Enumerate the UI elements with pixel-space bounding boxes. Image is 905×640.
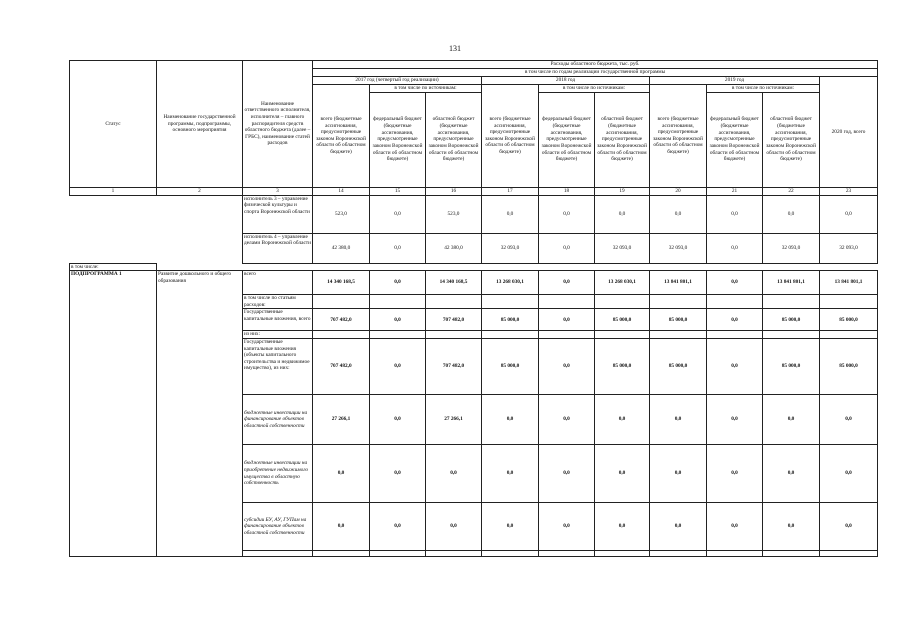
cell-value: 0,0 [820,445,878,503]
cell-value: 0,0 [707,503,763,551]
col-number: 22 [763,187,820,195]
cell-value: 0,0 [482,395,539,445]
cell-value: 0,0 [650,195,707,233]
cell-value: 13 841 801,1 [820,271,878,295]
cell-value: 0,0 [707,395,763,445]
cell-value: 27 266,1 [313,395,370,445]
header-year-2017: 2017 год (четвертый год реализации) [313,77,482,85]
header-2019-total: всего (бюджетные ассигнования, предусмотренные законом Воронежской области об областном бюджете) [650,85,707,188]
cell-value: 707 482,0 [426,309,482,331]
empty-cell [157,233,243,263]
row-label: субсидии БУ, АУ, ГУПам на финансирование объектов областной собственности [243,503,313,551]
cell-value: 85 000,0 [595,339,650,395]
budget-table [69,60,878,557]
cell-value: 0,0 [763,395,820,445]
header-2019-by-sources: в том числе по источникам: [707,85,820,93]
cell-value: 0,0 [539,309,595,331]
cell-value: 0,0 [595,445,650,503]
cell-value: 0,0 [482,503,539,551]
cell-value: 707 482,0 [426,339,482,395]
row-label: исполнитель 3 – управление физической культуры и спорта Воронежской области [243,195,313,233]
cell-value: 13 268 030,1 [482,271,539,295]
cell-value: 0,0 [370,309,426,331]
cell-value: 85 000,0 [650,309,707,331]
table-row [70,195,878,233]
cell-value: 85 000,0 [595,309,650,331]
cell-value: 0,0 [595,395,650,445]
header-2017-by-sources: в том числе по источникам: [370,85,482,93]
cell-value: 0,0 [370,503,426,551]
cell-value: 85 000,0 [650,339,707,395]
cell-value: 0,0 [763,503,820,551]
col-number: 15 [370,187,426,195]
cell-value: 523,0 [313,195,370,233]
header-expenses: Расходы областного бюджета, тыс. руб. [313,61,878,69]
cell-value: 14 340 168,5 [426,271,482,295]
empty-cell [70,195,157,233]
empty-cell [70,233,157,263]
cell-value: 32 093,0 [595,233,650,263]
cell-value: 0,0 [482,195,539,233]
cell-value: 0,0 [707,271,763,295]
header-year-2018: 2018 год [482,77,650,85]
in-that-number-label: в том числе: [70,263,157,271]
table-row [70,271,878,295]
row-label: всего [243,271,313,295]
cell-value: 0,0 [313,503,370,551]
cell-value: 0,0 [370,233,426,263]
cell-value: 85 000,0 [482,309,539,331]
cell-value: 0,0 [539,195,595,233]
header-program-name: Наименование государственной программы, подпрограммы, основного мероприятия [157,61,243,188]
header-2020-total: 2020 год, всего [820,77,878,188]
header-2017-total: всего (бюджетные ассигнования, предусмотренные законом Воронежской области об областном бюджете) [313,85,370,188]
header-2018-federal: федеральный бюджет (бюджетные ассигнования, предусмотренные законом Воронежской области об областном бюджете) [539,92,595,187]
cell-value: 85 000,0 [820,339,878,395]
cell-value: 0,0 [763,195,820,233]
cell-value: 0,0 [539,503,595,551]
cell-value: 0,0 [313,445,370,503]
subprogram-name: Развитие дошкольного и общего образования [157,271,243,557]
cell-value: 32 093,0 [820,233,878,263]
cell-value: 85 000,0 [763,309,820,331]
cell-value: 0,0 [539,271,595,295]
cell-value: 0,0 [820,195,878,233]
cell-value: 0,0 [763,445,820,503]
header-by-years: в том числе по годам реализации государственной программы [313,69,878,77]
cell-value: 0,0 [370,339,426,395]
header-status: Статус [70,61,157,188]
cell-value: 707 482,0 [313,339,370,395]
cell-value: 523,0 [426,195,482,233]
row-label: бюджетные инвестиции на финансирование объектов областной собственности [243,395,313,445]
header-2018-by-sources: в том числе по источникам: [539,85,650,93]
row-label: Государственные капитальные вложения (объекты капитального строительства и недвижимое имущество), из них: [243,339,313,395]
cell-value: 0,0 [370,395,426,445]
cell-value: 13 268 030,1 [595,271,650,295]
cell-value: 0,0 [650,503,707,551]
row-label: из них: [243,331,313,339]
col-number: 17 [482,187,539,195]
cell-value: 0,0 [539,395,595,445]
header-2018-total: всего (бюджетные ассигнования, предусмотренные законом Воронежской области об областном бюджете) [482,85,539,188]
col-number: 18 [539,187,595,195]
subprogram-status: ПОДПРОГРАММА 1 [70,271,157,557]
row-label: в том числе по статьям расходов: [243,295,313,309]
empty-cell [157,195,243,233]
cell-value: 0,0 [426,445,482,503]
cell-value: 0,0 [595,195,650,233]
cell-value: 0,0 [595,503,650,551]
cell-value: 0,0 [426,503,482,551]
header-2019-federal: федеральный бюджет (бюджетные ассигнования, предусмотренные законом Воронежской области об областном бюджете) [707,92,763,187]
row-label: исполнитель 4 – управление делами Воронежской области [243,233,313,263]
header-2019-regional: областной бюджет (бюджетные ассигнования, предусмотренные законом Воронежской области об областном бюджете) [763,92,820,187]
header-2018-regional: областной бюджет (бюджетные ассигнования, предусмотренные законом Воронежской области об областном бюджете) [595,92,650,187]
page-number: 131 [449,44,461,53]
cell-value: 0,0 [370,195,426,233]
cell-value: 0,0 [539,339,595,395]
cell-value: 0,0 [820,503,878,551]
cell-value: 0,0 [539,233,595,263]
cell-value: 0,0 [707,445,763,503]
col-number: 19 [595,187,650,195]
header-2017-regional: областной бюджет (бюджетные ассигнования, предусмотренные законом Воронежской области об областном бюджете) [426,92,482,187]
cell-value: 707 482,0 [313,309,370,331]
col-number: 1 [70,187,157,195]
col-number: 20 [650,187,707,195]
cell-value: 85 000,0 [820,309,878,331]
cell-value: 0,0 [707,233,763,263]
cell-value: 85 000,0 [763,339,820,395]
cell-value: 42 380,0 [426,233,482,263]
col-number: 21 [707,187,763,195]
cell-value: 0,0 [370,271,426,295]
col-number: 2 [157,187,243,195]
cell-value: 0,0 [650,395,707,445]
cell-value: 0,0 [707,339,763,395]
header-executor: Наименование ответственного исполнителя, исполнителя – главного распорядителя средств областного бюджета (далее – ГРБС), наименование статей расходов [243,61,313,188]
cell-value: 13 841 801,1 [650,271,707,295]
col-number: 23 [820,187,878,195]
row-label: Государственные капитальные вложения, всего [243,309,313,331]
cell-value: 32 093,0 [482,233,539,263]
cell-value: 14 340 168,5 [313,271,370,295]
cell-value: 0,0 [707,309,763,331]
header-2017-federal: федеральный бюджет (бюджетные ассигнования, предусмотренные законом Воронежской области об областном бюджете) [370,92,426,187]
cell-value: 0,0 [539,445,595,503]
col-number: 3 [243,187,313,195]
col-number: 14 [313,187,370,195]
cell-value: 32 093,0 [650,233,707,263]
cell-value: 13 841 801,1 [763,271,820,295]
cell-value: 42 380,0 [313,233,370,263]
table-row [70,233,878,263]
row-label: бюджетные инвестиции на приобретение недвижимого имущества в областную собственность [243,445,313,503]
cell-value: 0,0 [820,395,878,445]
cell-value: 27 266,1 [426,395,482,445]
table-row [70,263,878,271]
col-number: 16 [426,187,482,195]
cell-value: 0,0 [370,445,426,503]
cell-value: 32 093,0 [763,233,820,263]
header-year-2019: 2019 год [650,77,820,85]
cell-value: 85 000,0 [482,339,539,395]
cell-value: 0,0 [707,195,763,233]
cell-value: 0,0 [482,445,539,503]
cell-value: 0,0 [650,445,707,503]
column-number-row [70,187,878,195]
